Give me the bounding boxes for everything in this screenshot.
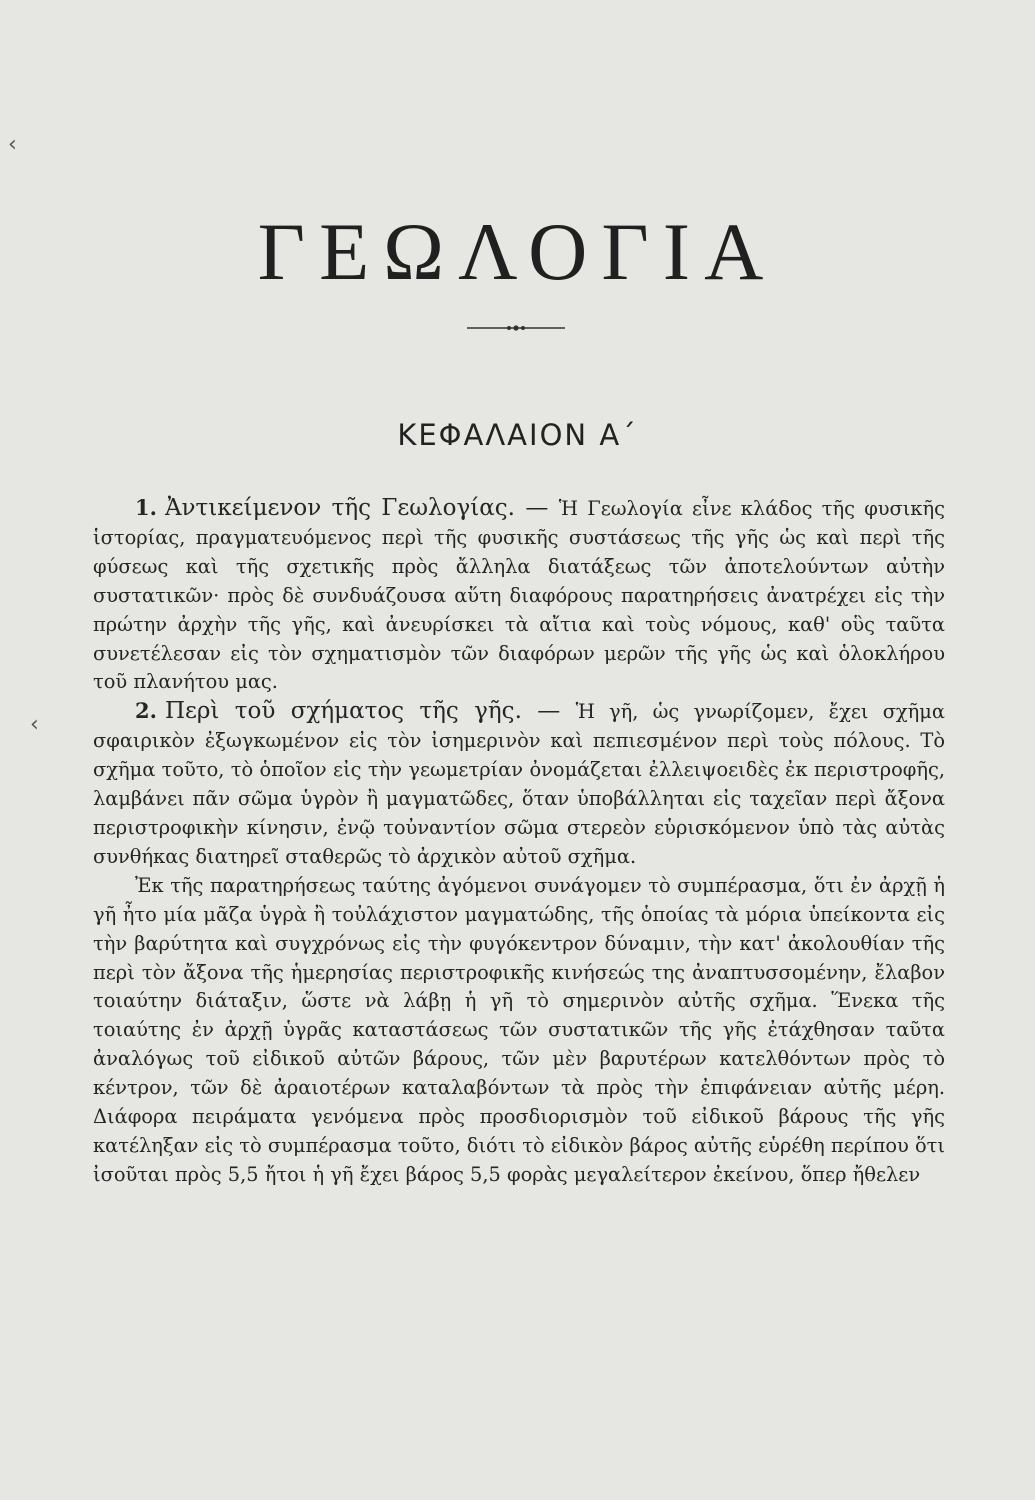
paragraph-number: 2.	[135, 698, 157, 724]
margin-mark-middle: ‹	[30, 712, 39, 737]
paragraph-text: Ἡ γῆ, ὡς γνωρίζομεν, ἔχει σχῆμα σφαιρικὸν ἐξωγκωμένον εἰς τὸν ἰσημερινὸν καὶ πεπιεσμένον περὶ τοὺς πόλους. Τὸ σχῆμα τοῦτο, τὸ ὁποῖον εἰς τὴν γεωμετρίαν ὀνομάζεται ἐλλειψοειδὲς ἐκ περιστροφῆς, λαμβάνει πᾶν σῶμα ὑγρὸν ἢ μαγματῶδες, ὅταν ὑποβάλληται εἰς ταχεῖαν περὶ ἄξονα περιστροφικὴν κίνησιν, ἐνῷ τοὐναντίον σῶμα στερεὸν εὑρισκόμενον ὑπὸ τὰς αὐτὰς συνθήκας διατηρεῖ σταθερῶς τὸ ἀρχικὸν αὐτοῦ σχῆμα.	[93, 700, 945, 868]
paragraph-1	[93, 494, 945, 697]
paragraph-heading: Ἀντικείμενον τῆς Γεωλογίας. —	[164, 495, 559, 521]
chapter-heading: ΚΕΦΑΛΑΙΟΝ Α΄	[397, 418, 638, 452]
paragraph-number: 1.	[135, 495, 157, 520]
margin-mark-top: ‹	[8, 132, 17, 157]
body-text	[93, 494, 945, 1190]
ornament-divider	[465, 322, 567, 334]
paragraph-text: Ἐκ τῆς παρατηρήσεως ταύτης ἀγόμενοι συνάγομεν τὸ συμπέρασμα, ὅτι ἐν ἀρχῇ ἡ γῆ ἦτο μία μᾶζα ὑγρὰ ἢ τοὐλάχιστον μαγματώδης, τῆς ὁποίας τὰ μόρια ὑπείκοντα εἰς τὴν βαρύτητα καὶ συγχρόνως εἰς τὴν φυγόκεντρον δύναμιν, τὴν κατ' ἀκολουθίαν τῆς περὶ τὸν ἄξονα τῆς ἡμερησίας περιστροφικῆς κινήσεώς της ἀναπτυσσομένην, ἔλαβον τοιαύτην διάταξιν, ὥστε νὰ λάβῃ ἡ γῆ τὸ σημερινὸν αὐτῆς σχῆμα. Ἕνεκα τῆς τοιαύτης ἐν ἀρχῇ ὑγρᾶς καταστάσεως τῶν συστατικῶν τῆς γῆς ἐτάχθησαν ταῦτα ἀναλόγως τοῦ εἰδικοῦ αὐτῶν βάρους, τῶν μὲν βαρυτέρων κατελθόντων πρὸς τὸ κέντρον, τῶν δὲ ἀραιοτέρων καταλαβόντων τὰ πρὸς τὴν ἐπιφάνειαν αὐτῆς μέρη. Διάφορα πειράματα γενόμενα πρὸς προσδιορισμὸν τοῦ εἰδικοῦ βάρους τῆς γῆς κατέληξαν εἰς τὸ συμπέρασμα τοῦτο, διότι τὸ εἰδικὸν βάρος αὐτῆς εὑρέθη περίπου ὅτι ἰσοῦται πρὸς 5,5 ἤτοι ἡ γῆ ἔχει βάρος 5,5 φορὰς μεγαλείτερον ἐκείνου, ὅπερ ἤθελεν	[93, 873, 946, 1186]
paragraph-heading: Περὶ τοῦ σχήματος τῆς γῆς. —	[164, 698, 576, 725]
paragraph-text: Ἡ Γεωλογία εἶνε κλάδος τῆς φυσικῆς ἱστορίας, πραγματευόμενος περὶ τῆς φυσικῆς συστάσεως τῆς γῆς ὡς καὶ περὶ τῆς φύσεως καὶ τῆς σχετικῆς πρὸς ἄλληλα διατάξεως τῶν ἀποτελούντων αὐτὴν συστατικῶν· πρὸς δὲ συνδυάζουσα αὕτη διαφόρους παρατηρήσεις ἀνατρέχει εἰς τὴν πρώτην ἀρχὴν τῆς γῆς, καὶ ἀνευρίσκει τὰ αἴτια καὶ τοὺς νόμους, καθ' οὓς ταῦτα συνετέλεσαν εἰς τὸν σχηματισμὸν τῶν διαφόρων μερῶν τῆς γῆς ὡς καὶ ὁλοκλήρου τοῦ πλανήτου μας.	[93, 497, 945, 694]
page-title: ΓΕΩΛΟΓΙΑ	[257, 206, 778, 297]
paragraph-3	[93, 872, 945, 1190]
paragraph-2	[93, 697, 945, 871]
